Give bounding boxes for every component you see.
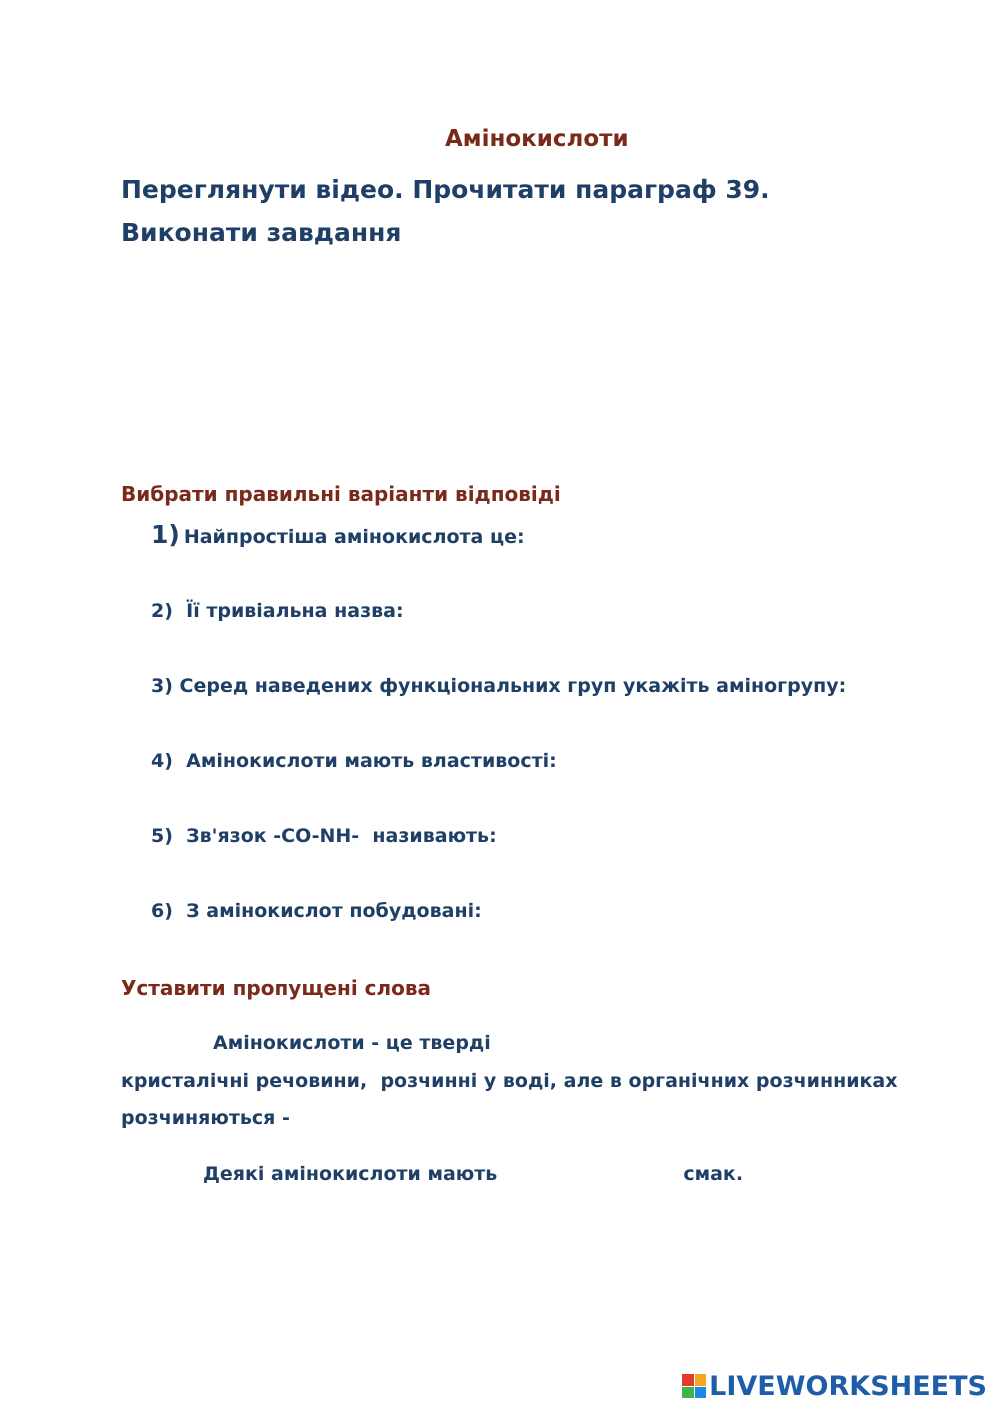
question-text: Серед наведених функціональних груп укажіть аміногрупу: (179, 675, 847, 697)
logo-text: LIVEWORKSHEETS (709, 1370, 987, 1402)
question-6 (151, 900, 482, 922)
question-number: 3) (151, 675, 173, 697)
fill-line-3: розчиняються - (121, 1107, 290, 1129)
question-2 (151, 600, 404, 622)
question-number: 6) (151, 900, 173, 922)
liveworksheets-logo-icon (682, 1374, 706, 1398)
liveworksheets-logo (682, 1370, 987, 1402)
intro-text: Переглянути відео. Прочитати параграф 39. Виконати завдання (121, 175, 770, 247)
question-number: 4) (151, 750, 173, 772)
fill-line-4 (203, 1163, 743, 1185)
page-title: Амінокислоти (445, 126, 629, 152)
fill-line-4-after: смак. (683, 1163, 744, 1185)
question-3 (151, 675, 846, 697)
section-heading-choose: Вибрати правильні варіанти відповіді (121, 482, 561, 506)
question-5 (151, 825, 497, 847)
question-number: 1) (151, 520, 180, 549)
question-text: Амінокислоти мають властивості: (186, 750, 557, 772)
fill-line-4-before: Деякі амінокислоти мають (203, 1163, 498, 1185)
question-text: З амінокислот побудовані: (186, 900, 482, 922)
question-text: Її тривіальна назва: (186, 600, 404, 622)
fill-line-2: кристалічні речовини, розчинні у воді, але в органічних розчинниках (121, 1070, 898, 1092)
section-heading-fill: Уставити пропущені слова (121, 976, 432, 1000)
question-number: 2) (151, 600, 173, 622)
question-text: Найпростіша амінокислота це: (183, 526, 525, 548)
question-4 (151, 750, 557, 772)
question-text: Зв'язок -CO-NH- називають: (186, 825, 497, 847)
question-1 (151, 520, 525, 549)
fill-line-1: Амінокислоти - це тверді (213, 1032, 491, 1054)
question-number: 5) (151, 825, 173, 847)
